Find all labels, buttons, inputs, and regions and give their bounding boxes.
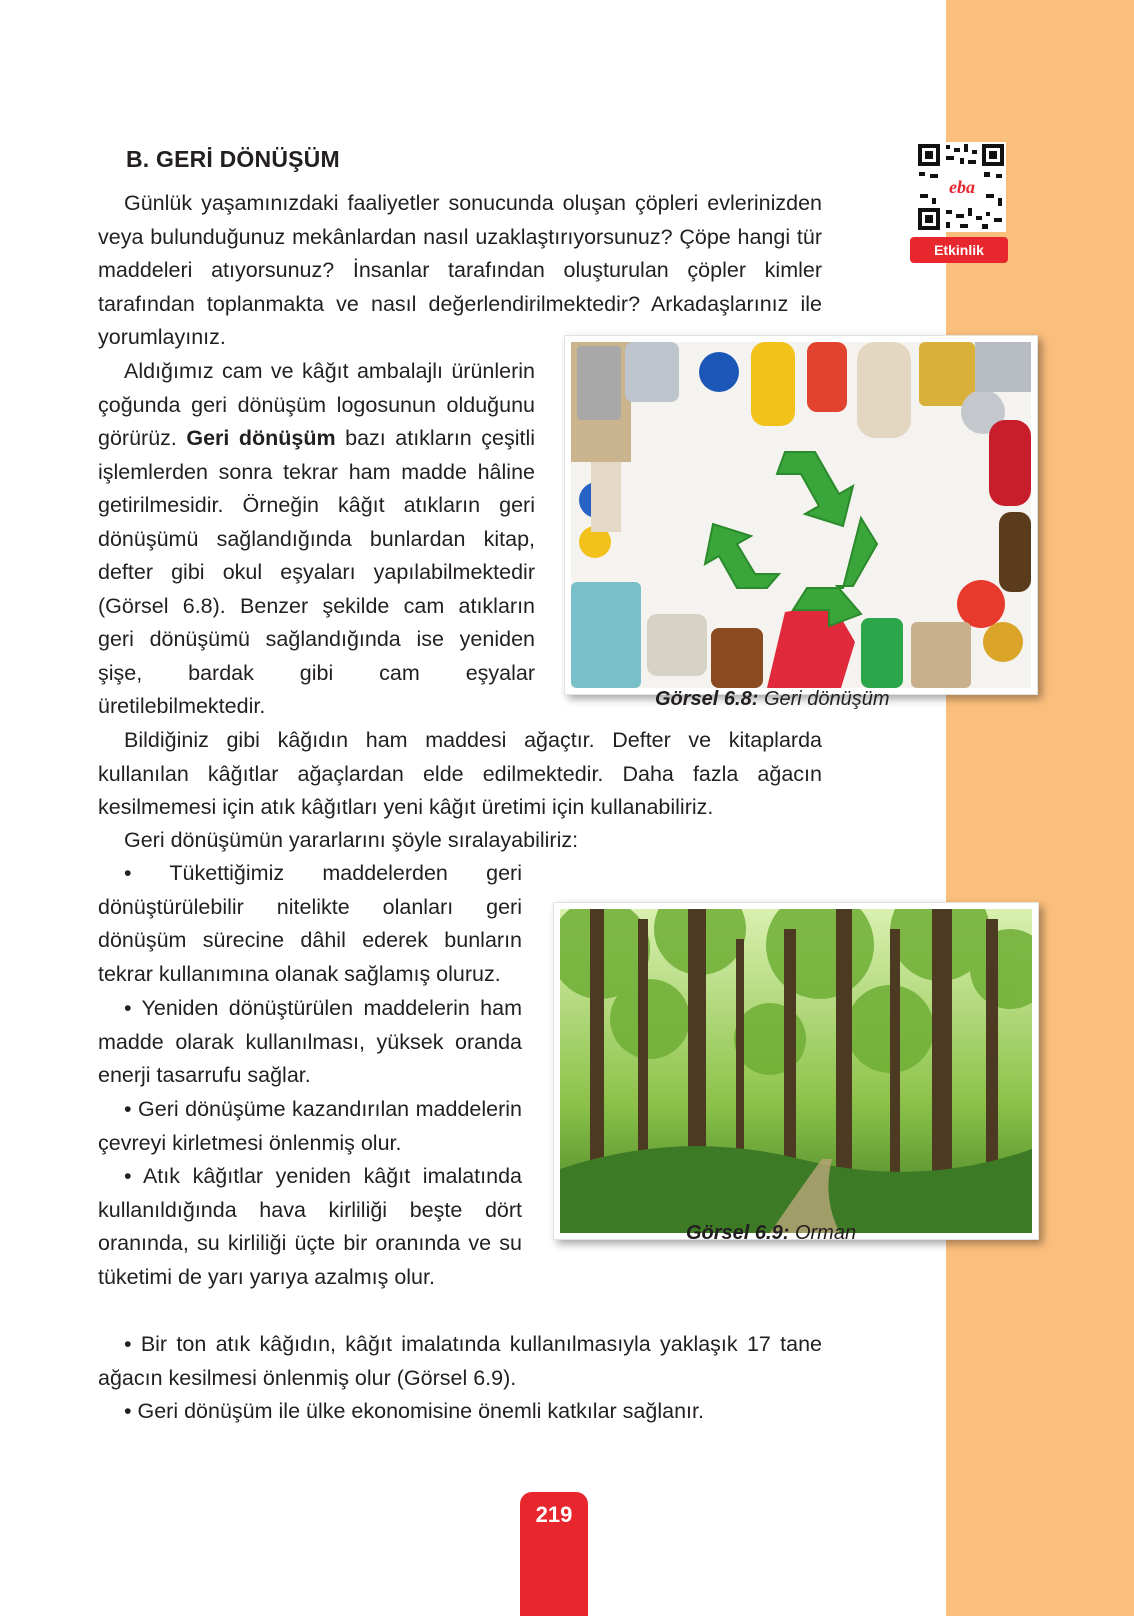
caption-label: Görsel 6.8: — [655, 688, 759, 710]
intro-paragraph: Günlük yaşamınızdaki faaliyetler sonucunda oluşan çöpleri evlerinizden veya bulunduğunuz mekânlardan nasıl uzaklaştırıyorsunuz? Çöpe hangi tür maddeleri atıyorsunuz? İnsanlar tarafından oluşturulan çöpler kimler tarafından toplanmakta ve nasıl değerlendirilmektedir? Arkadaşlarınız ile yorumlayınız. — [98, 191, 822, 349]
bullet-4: • Atık kâğıtlar yeniden kâğıt imalatında kullanıldığında hava kirliliği beşte dört oranında, su kirliliği üçte bir oranında ve su tüketimi de yarı yarıya azalmış olur. — [98, 1164, 522, 1289]
paragraph-text: bazı atıkların çeşitli işlemlerden sonra tekrar ham madde hâline getirilmesidir. Örneğin kâğıt atıkların geri dönüşümü sağlandığında bunlardan kitap, defter gibi okul eşyaları yapılabilmektedir (Görsel 6.8). Benzer şekilde cam atıkların geri dönüşümü sağlandığında ise yeniden şişe, bardak gibi cam eşyalar üretilebilmektedir. — [98, 426, 536, 718]
benefits-intro: Geri dönüşümün yararlarını şöyle sıralayabiliriz: — [124, 828, 579, 852]
forest-photo — [553, 902, 1039, 1240]
qr-code-icon[interactable] — [916, 142, 1006, 232]
bullet-1: • Tükettiğimiz maddelerden geri dönüştürülebilir nitelikte olanları geri dönüşüm sürecine dâhil ederek bunların tekrar kullanımına olanak sağlamış oluruz. — [98, 861, 522, 986]
caption-text: Orman — [789, 1222, 857, 1244]
section-heading: B. GERİ DÖNÜŞÜM — [126, 146, 340, 172]
eba-logo: eba — [949, 177, 975, 197]
etkinlik-badge[interactable]: Etkinlik — [910, 237, 1008, 263]
recycling-photo — [564, 335, 1038, 695]
recycling-definition-paragraph — [98, 355, 535, 724]
page-number-tab — [520, 1492, 588, 1616]
paragraph-text: Aldığımız cam ve kâğıt ambalajlı ürünlerin çoğunda geri dönüşüm logosunun olduğunu görürüz. — [98, 359, 535, 450]
caption-text: Geri dönüşüm — [758, 688, 890, 710]
bullet-2: • Yeniden dönüştürülen maddelerin ham madde olarak kullanılması, yüksek oranda enerji tasarrufu sağlar. — [98, 996, 522, 1087]
bullet-6: • Geri dönüşüm ile ülke ekonomisine önemli katkılar sağlanır. — [124, 1399, 704, 1423]
figure-caption-6-8 — [655, 688, 890, 711]
paper-paragraph: Bildiğiniz gibi kâğıdın ham maddesi ağaçtır. Defter ve kitaplarda kullanılan kâğıtlar ağaçlardan elde edilmektedir. Daha fazla ağacın kesilmemesi için atık kâğıtları yeni kâğıt üretimi için kullanabiliriz. — [98, 728, 822, 819]
figure-caption-6-9 — [686, 1222, 856, 1245]
bold-term: Geri dönüşüm — [186, 426, 336, 450]
caption-label: Görsel 6.9: — [686, 1222, 790, 1244]
bullet-3: • Geri dönüşüme kazandırılan maddelerin çevreyi kirletmesi önlenmiş olur. — [98, 1097, 522, 1155]
page-number: 219 — [535, 1502, 573, 1527]
bullet-5: • Bir ton atık kâğıdın, kâğıt imalatında kullanılmasıyla yaklaşık 17 tane ağacın kesilmesi önlenmiş olur (Görsel 6.9). — [98, 1332, 822, 1390]
